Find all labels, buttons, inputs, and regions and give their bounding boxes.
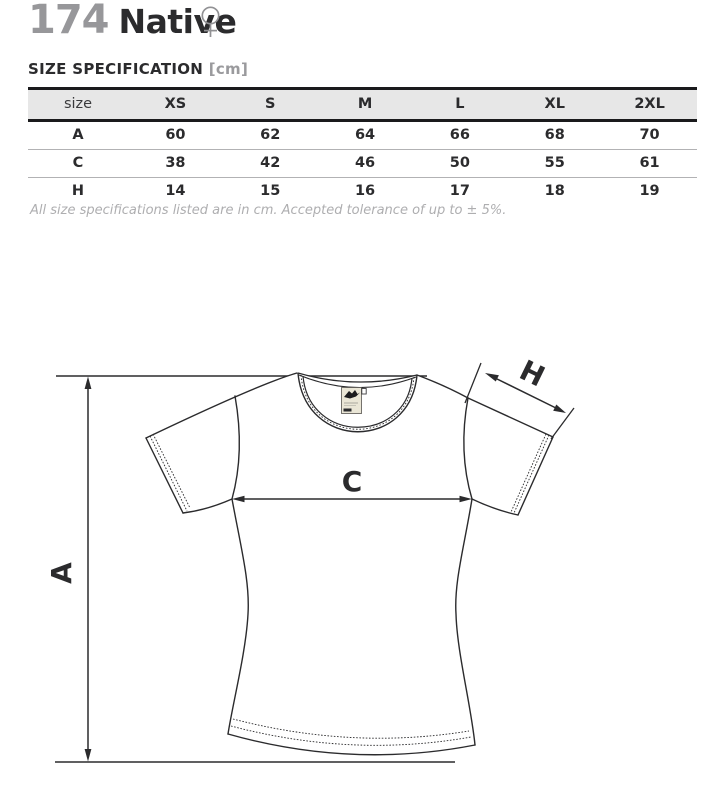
cell: 19 <box>639 183 660 199</box>
dim-label-a: A <box>45 562 78 584</box>
cell: 18 <box>544 183 565 199</box>
cell: 46 <box>354 155 376 171</box>
section-title-unit: [cm] <box>208 60 249 78</box>
cell: 70 <box>639 127 660 143</box>
section-title-text: SIZE SPECIFICATION <box>28 60 204 78</box>
cell: 55 <box>544 155 565 171</box>
tshirt-body-fill <box>146 373 553 755</box>
row-label: C <box>72 155 84 171</box>
female-icon <box>199 5 222 39</box>
dim-label-c: C <box>341 465 363 498</box>
cell: 15 <box>260 183 281 199</box>
cell: 14 <box>165 183 186 199</box>
size-col-xl: XL <box>544 96 565 112</box>
cell: 68 <box>544 127 565 143</box>
table-row-h <box>28 178 697 206</box>
cell: 38 <box>165 155 186 171</box>
row-label: H <box>71 183 85 199</box>
dimension-a <box>45 377 91 762</box>
tshirt-measurement-diagram <box>0 330 720 789</box>
size-col-s: S <box>265 96 276 112</box>
size-table-header-row <box>28 89 697 121</box>
cell: 66 <box>449 127 470 143</box>
product-code: 174 <box>28 0 109 43</box>
cell: 60 <box>165 127 186 143</box>
tolerance-footnote: All size specifications listed are in cm. Accepted tolerance of up to ± 5%. <box>30 203 507 218</box>
section-title <box>28 60 248 78</box>
size-col-m: M <box>357 96 373 112</box>
product-name: Native <box>118 2 237 41</box>
row-label: A <box>72 127 84 143</box>
cell: 64 <box>354 127 376 143</box>
cell: 16 <box>354 183 376 199</box>
cell: 50 <box>449 155 470 171</box>
cell: 17 <box>449 183 470 199</box>
size-table <box>28 87 697 205</box>
table-row-a <box>28 121 697 150</box>
size-col-xs: XS <box>164 96 187 112</box>
cell: 61 <box>639 155 660 171</box>
cell: 62 <box>260 127 281 143</box>
size-col-l: L <box>455 96 465 112</box>
table-row-c <box>28 150 697 178</box>
size-col-2xl: 2XL <box>634 96 665 112</box>
dim-label-h: H <box>514 353 550 394</box>
size-table-corner: size <box>63 96 93 112</box>
cell: 42 <box>260 155 281 171</box>
